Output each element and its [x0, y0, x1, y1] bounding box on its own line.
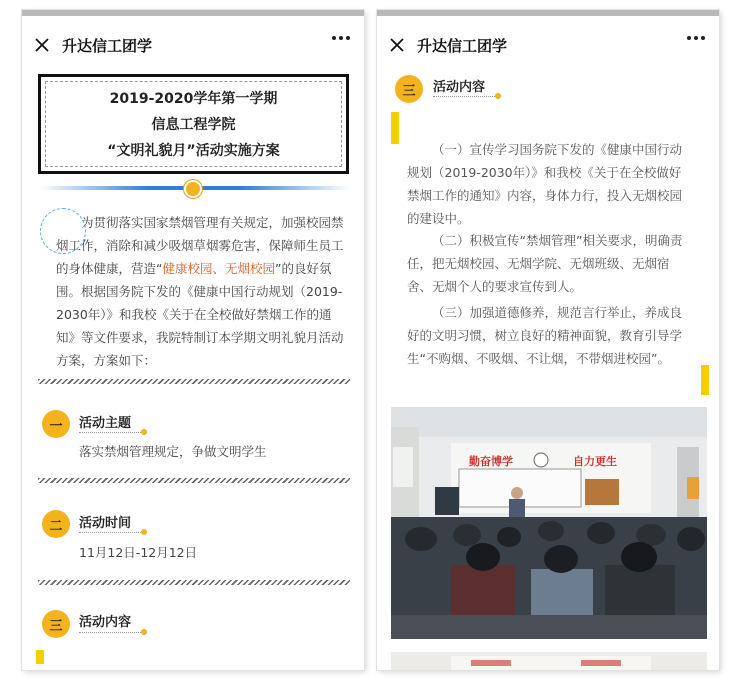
- title-line-2: 信息工程学院: [151, 117, 236, 133]
- close-button[interactable]: [387, 35, 407, 55]
- close-button[interactable]: [32, 35, 52, 55]
- section-underline: [79, 432, 141, 433]
- underline-dot-icon: [141, 629, 147, 635]
- more-dot-icon: [687, 36, 691, 40]
- left-phone-screen: [22, 10, 364, 670]
- yellow-side-bar: [701, 365, 709, 395]
- section-number-badge: 三: [395, 75, 423, 103]
- content-paragraph: （二）积极宣传“禁烟管理”相关要求，明确责任，把无烟校园、无烟学院、无烟班级、无烟宿舍、无烟个人的要求宣传到人。: [407, 233, 683, 294]
- close-icon: [390, 38, 404, 52]
- underline-dot-icon: [141, 529, 147, 535]
- section-title: 活动时间: [79, 516, 132, 531]
- section-underline: [79, 632, 141, 633]
- yellow-side-bar: [391, 112, 399, 144]
- yellow-side-bar: [36, 650, 44, 664]
- divider-dot-icon: [184, 180, 202, 198]
- content-paragraph: （一）宣传学习国务院下发的《健康中国行动规划（2019-2030年）》和我校《关于在全校做好禁烟工作的通知》内容，身体力行，投入无烟校园的建设中。: [407, 142, 683, 226]
- article-title-box: [38, 74, 349, 174]
- section-text: 落实禁烟管理规定，争做文明学生: [79, 444, 267, 459]
- more-dot-icon: [346, 36, 350, 40]
- nav-bar: [22, 16, 364, 74]
- nav-bar: [377, 16, 719, 74]
- more-options-button[interactable]: [332, 36, 350, 40]
- classroom-photo: [391, 407, 707, 639]
- section-number-badge: 一: [42, 410, 70, 438]
- underline-dot-icon: [495, 93, 501, 99]
- more-dot-icon: [694, 36, 698, 40]
- nav-title: 升达信工团学: [62, 36, 153, 55]
- section-text: 11月12日-12月12日: [79, 545, 198, 560]
- close-icon: [35, 38, 49, 52]
- title-line-3: “文明礼貌月”活动实施方案: [107, 143, 280, 159]
- hatched-divider: [38, 379, 350, 384]
- title-inner-frame: [45, 81, 342, 167]
- section-title: 活动内容: [433, 80, 486, 95]
- section-underline: [433, 96, 495, 97]
- underline-dot-icon: [141, 429, 147, 435]
- more-dot-icon: [339, 36, 343, 40]
- content-paragraph: （三）加强道德修养，规范言行举止，养成良好的文明习惯，树立良好的精神面貌，教育引导学生“不购烟、不吸烟、不让烟，不带烟进校园”。: [407, 305, 683, 366]
- section-underline: [79, 532, 141, 533]
- second-photo-drawing: [391, 652, 707, 670]
- section-number-badge: 二: [42, 510, 70, 538]
- more-options-button[interactable]: [687, 36, 705, 40]
- more-dot-icon: [332, 36, 336, 40]
- hatched-divider: [38, 580, 350, 585]
- second-photo-partial: [391, 652, 707, 670]
- photo-slogan-right: 自力更生: [573, 455, 617, 468]
- photo-slogan-left: 勤奋博学: [469, 455, 513, 468]
- hatched-divider: [38, 478, 350, 483]
- more-dot-icon: [701, 36, 705, 40]
- intro-highlight: 健康校园、无烟校园: [162, 261, 275, 276]
- nav-title: 升达信工团学: [417, 36, 508, 55]
- section-number-badge: 三: [42, 610, 70, 638]
- intro-text-1: 为贯彻落实国家禁烟管理有关规定，加强校园禁烟工作，消除和减少吸烟草烟雾危害，保障师生员工的身体健康，营造“: [56, 215, 344, 276]
- classroom-photo-drawing: [391, 407, 707, 639]
- section-title: 活动内容: [79, 615, 132, 630]
- right-phone-screen: [377, 10, 719, 670]
- title-line-1: 2019-2020学年第一学期: [109, 91, 278, 107]
- intro-paragraph: [56, 211, 348, 372]
- section-title: 活动主题: [79, 416, 132, 431]
- intro-text-2: ”的良好氛围。根据国务院下发的《健康中国行动规划（2019-2030年）》和我校《关于在全校做好禁烟工作的通知》等文件要求，我院特制订本学期文明礼貌月活动方案，方案如下：: [56, 261, 344, 368]
